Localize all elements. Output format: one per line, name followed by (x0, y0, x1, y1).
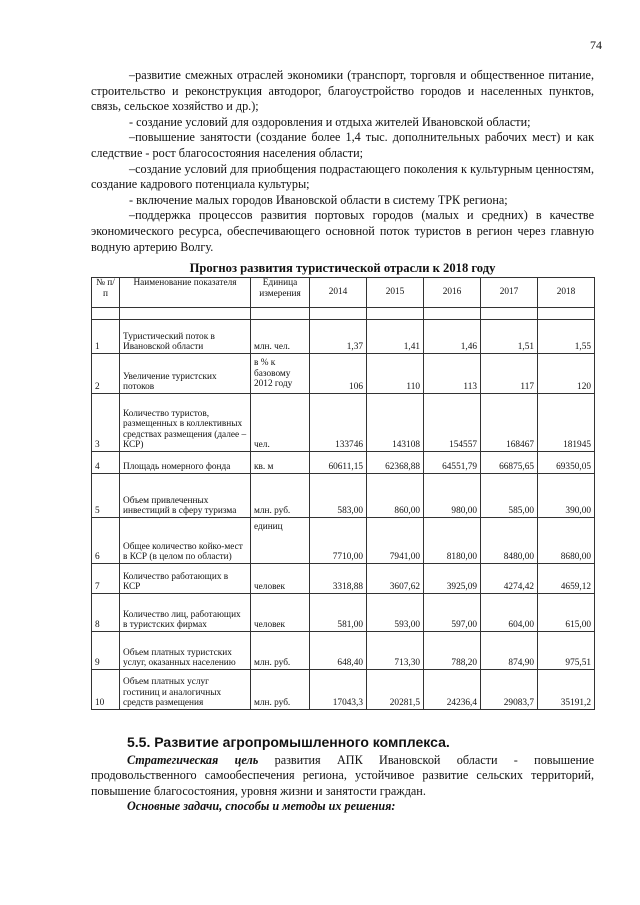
intro-paragraph: –поддержка процессов развития портовых городов (малых и средних) в качестве экономического ресурса, обеспечивающего основной поток туристов в регион через главную водную артерию Волгу. (91, 208, 594, 254)
row-value: 7941,00 (367, 518, 424, 564)
table-row (92, 452, 595, 474)
section-goal (91, 753, 594, 800)
row-value: 113 (424, 354, 481, 394)
row-number: 4 (92, 452, 120, 474)
row-value: 24236,4 (424, 670, 481, 710)
row-value: 1,37 (310, 320, 367, 354)
intro-text (91, 68, 594, 255)
row-unit: чел. (251, 394, 310, 452)
row-value: 585,00 (481, 474, 538, 518)
table-row (92, 354, 595, 394)
goal-text: развития АПК Ивановской области - повышение продовольственного самообеспечения региона, устойчивое развитие сельских территорий, повышение благосостояния, уровня жизни и занятости граждан. (91, 752, 594, 798)
section-agro (91, 735, 594, 815)
intro-paragraph: –повышение занятости (создание более 1,4 тыс. дополнительных рабочих мест) и как следствие - рост благосостояния населения области; (91, 130, 594, 160)
row-value: 62368,88 (367, 452, 424, 474)
row-value: 110 (367, 354, 424, 394)
header-year: 2014 (310, 278, 367, 308)
row-value: 181945 (538, 394, 595, 452)
row-value: 597,00 (424, 594, 481, 632)
row-indicator-name: Количество туристов, размещенных в коллективных средствах размещения (далее – КСР) (120, 394, 251, 452)
row-unit: кв. м (251, 452, 310, 474)
row-number: 9 (92, 632, 120, 670)
header-num: № п/п (92, 278, 120, 308)
section-tasks (91, 799, 594, 815)
row-value: 120 (538, 354, 595, 394)
row-value: 35191,2 (538, 670, 595, 710)
row-value: 3318,88 (310, 564, 367, 594)
row-value: 168467 (481, 394, 538, 452)
table-row (92, 320, 595, 354)
row-value: 604,00 (481, 594, 538, 632)
header-unit: Единица измерения (251, 278, 310, 308)
row-number: 10 (92, 670, 120, 710)
row-value: 8480,00 (481, 518, 538, 564)
row-value: 66875,65 (481, 452, 538, 474)
row-unit: единиц (251, 518, 310, 564)
row-value: 4659,12 (538, 564, 595, 594)
row-value: 1,55 (538, 320, 595, 354)
row-number: 5 (92, 474, 120, 518)
row-value: 29083,7 (481, 670, 538, 710)
row-value: 975,51 (538, 632, 595, 670)
row-number: 3 (92, 394, 120, 452)
row-value: 8180,00 (424, 518, 481, 564)
row-value: 1,51 (481, 320, 538, 354)
row-value: 69350,05 (538, 452, 595, 474)
page-number: 74 (590, 38, 602, 52)
row-indicator-name: Объем платных туристских услуг, оказанных населению (120, 632, 251, 670)
row-value: 390,00 (538, 474, 595, 518)
row-value: 3925,09 (424, 564, 481, 594)
intro-paragraph: –развитие смежных отраслей экономики (транспорт, торговля и общественное питание, строительство и реконструкция автодорог, благоустройство городов и населенных пунктов, связь, сельское хозяйство и др.); (91, 68, 594, 114)
row-value: 874,90 (481, 632, 538, 670)
row-unit: млн. руб. (251, 670, 310, 710)
row-number: 2 (92, 354, 120, 394)
goal-label: Стратегическая цель (127, 752, 259, 767)
row-indicator-name: Объем платных услуг гостиниц и аналогичных средств размещения (120, 670, 251, 710)
row-indicator-name: Количество работающих в КСР (120, 564, 251, 594)
row-value: 154557 (424, 394, 481, 452)
header-year: 2015 (367, 278, 424, 308)
row-value: 860,00 (367, 474, 424, 518)
tasks-label: Основные задачи, способы и методы их решения: (127, 799, 396, 814)
row-number: 7 (92, 564, 120, 594)
table-row (92, 670, 595, 710)
table-row (92, 474, 595, 518)
row-value: 581,00 (310, 594, 367, 632)
table-spacer-row (92, 308, 595, 320)
intro-paragraph: –создание условий для приобщения подрастающего поколения к культурным ценностям, создание кадрового потенциала культуры; (91, 161, 594, 192)
row-indicator-name: Туристический поток в Ивановской области (120, 320, 251, 354)
row-value: 117 (481, 354, 538, 394)
row-value: 106 (310, 354, 367, 394)
table-row (92, 632, 595, 670)
intro-paragraph: - включение малых городов Ивановской области в систему ТРК региона; (129, 192, 508, 207)
row-unit: млн. руб. (251, 474, 310, 518)
row-value: 713,30 (367, 632, 424, 670)
row-value: 593,00 (367, 594, 424, 632)
row-indicator-name: Объем привлеченных инвестиций в сферу туризма (120, 474, 251, 518)
forecast-table (91, 277, 595, 710)
row-value: 3607,62 (367, 564, 424, 594)
header-year: 2016 (424, 278, 481, 308)
row-value: 788,20 (424, 632, 481, 670)
table-row (92, 394, 595, 452)
row-value: 17043,3 (310, 670, 367, 710)
row-value: 583,00 (310, 474, 367, 518)
row-unit: человек (251, 564, 310, 594)
row-indicator-name: Увеличение туристских потоков (120, 354, 251, 394)
header-year: 2017 (481, 278, 538, 308)
row-value: 8680,00 (538, 518, 595, 564)
row-value: 1,41 (367, 320, 424, 354)
intro-paragraph: - создание условий для оздоровления и отдыха жителей Ивановской области; (129, 114, 531, 129)
table-row (92, 594, 595, 632)
row-value: 7710,00 (310, 518, 367, 564)
row-unit: млн. руб. (251, 632, 310, 670)
header-year: 2018 (538, 278, 595, 308)
row-number: 1 (92, 320, 120, 354)
row-value: 4274,42 (481, 564, 538, 594)
row-indicator-name: Количество лиц, работающих в туристских фирмах (120, 594, 251, 632)
row-number: 8 (92, 594, 120, 632)
row-value: 133746 (310, 394, 367, 452)
table-row (92, 564, 595, 594)
table-row (92, 518, 595, 564)
row-value: 648,40 (310, 632, 367, 670)
table-header-row (92, 278, 595, 308)
row-value: 143108 (367, 394, 424, 452)
row-unit: человек (251, 594, 310, 632)
row-unit: в % к базовому 2012 году (251, 354, 310, 394)
row-value: 60611,15 (310, 452, 367, 474)
row-value: 1,46 (424, 320, 481, 354)
row-indicator-name: Общее количество койко-мест в КСР (в целом по области) (120, 518, 251, 564)
row-value: 64551,79 (424, 452, 481, 474)
table-title: Прогноз развития туристической отрасли к 2018 году (189, 261, 496, 275)
row-value: 980,00 (424, 474, 481, 518)
section-heading: 5.5. Развитие агропромышленного комплекса. (127, 734, 450, 750)
row-indicator-name: Площадь номерного фонда (120, 452, 251, 474)
row-value: 20281,5 (367, 670, 424, 710)
row-value: 615,00 (538, 594, 595, 632)
header-name: Наименование показателя (120, 278, 251, 308)
row-number: 6 (92, 518, 120, 564)
row-unit: млн. чел. (251, 320, 310, 354)
